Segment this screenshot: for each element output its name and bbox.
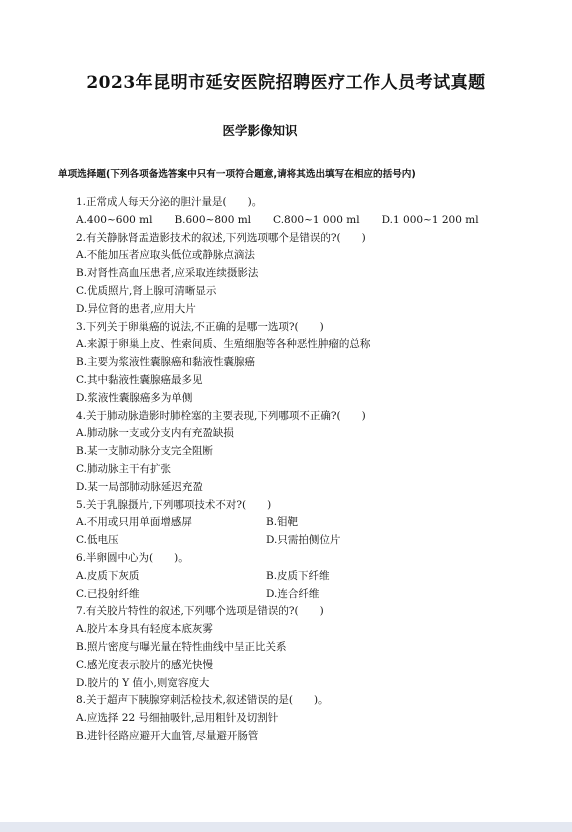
question-stem: 5.关于乳腺摄片,下列哪项技术不对?( ) [76,498,272,511]
answer-option: B.对肾性高血压患者,应采取连续摄影法 [76,267,259,280]
question-item [76,497,536,550]
answer-option: C.肺动脉主干有扩张 [76,462,171,475]
answer-option: A.不能加压者应取头低位或静脉点滴法 [76,249,255,262]
answer-option: B.进针径路应避开大血管,尽量避开肠管 [76,729,259,742]
question-list [76,194,536,746]
answer-option: D.1 000~1 200 ml [381,213,479,226]
question-stem: 1.正常成人每天分泌的胆汁量是( )。 [76,196,263,208]
question-item [76,408,536,497]
answer-option: A.来源于卵巢上皮、性索间质、生殖细胞等各种恶性肿瘤的总称 [76,338,371,351]
answer-option: B.钼靶 [266,516,299,529]
question-stem: 8.关于超声下胰腺穿刺活检技术,叙述错误的是( )。 [76,694,329,707]
question-stem: 2.有关静脉肾盂造影技术的叙述,下列选项哪个是错误的?( ) [76,231,366,244]
option-row [76,586,536,604]
question-item [76,194,536,230]
question-item [76,230,536,319]
answer-option: A.胶片本身具有轻度本底灰雾 [76,623,213,636]
option-row [76,568,536,586]
answer-option: A.400~600 ml [76,213,153,226]
document-title: 2023年昆明市延安医院招聘医疗工作人员考试真题 [86,73,486,93]
answer-option: A.应选择 22 号细抽吸针,忌用粗针及切割针 [76,712,279,725]
answer-option: C.感光度表示胶片的感光快慢 [76,658,213,671]
answer-option: D.某一局部肺动脉延迟充盈 [76,480,203,493]
answer-option: C.已投射纤维 [76,587,140,600]
question-stem: 6.半卵圆中心为( )。 [76,551,189,564]
answer-option: B.某一支肺动脉分支完全阻断 [76,445,214,458]
answer-option: D.只需拍侧位片 [266,534,341,547]
answer-option: D.浆液性囊腺癌多为单侧 [76,391,193,404]
answer-option: B.主要为浆液性囊腺癌和黏液性囊腺癌 [76,356,256,369]
option-row [76,514,536,532]
question-item [76,692,536,745]
answer-option: D.连合纤维 [266,587,320,600]
answer-option: D.胶片的 Y 值小,则宽容度大 [76,676,210,689]
answer-option: C.800~1 000 ml [273,213,360,226]
question-stem: 4.关于肺动脉造影时肺栓塞的主要表现,下列哪项不正确?( ) [76,409,366,422]
section-title: 医学影像知识 [222,123,298,138]
answer-option: C.其中黏液性囊腺癌最多见 [76,373,203,386]
answer-option: B.600~800 ml [174,213,252,226]
answer-option: C.优质照片,肾上腺可清晰显示 [76,284,217,297]
question-item [76,603,536,692]
question-item [76,319,536,408]
viewer-background [0,822,572,832]
question-stem: 7.有关胶片特性的叙述,下列哪个选项是错误的?( ) [76,605,324,618]
answer-option: A.皮质下灰质 [76,569,140,582]
option-row [76,532,536,550]
answer-option: A.肺动脉一支或分支内有充盈缺损 [76,427,234,440]
option-row [76,212,536,230]
answer-option: B.皮质下纤维 [266,569,330,582]
instructions-text: 单项选择题(下列各项备选答案中只有一项符合题意,请将其选出填写在相应的括号内) [58,169,416,180]
answer-option: A.不用或只用单面增感屏 [76,516,192,529]
answer-option: B.照片密度与曝光量在特性曲线中呈正比关系 [76,640,287,653]
answer-option: C.低电压 [76,534,119,547]
answer-option: D.异位肾的患者,应用大片 [76,302,196,315]
question-item [76,550,536,603]
question-stem: 3.下列关于卵巢癌的说法,不正确的是哪一选项?( ) [76,320,324,333]
